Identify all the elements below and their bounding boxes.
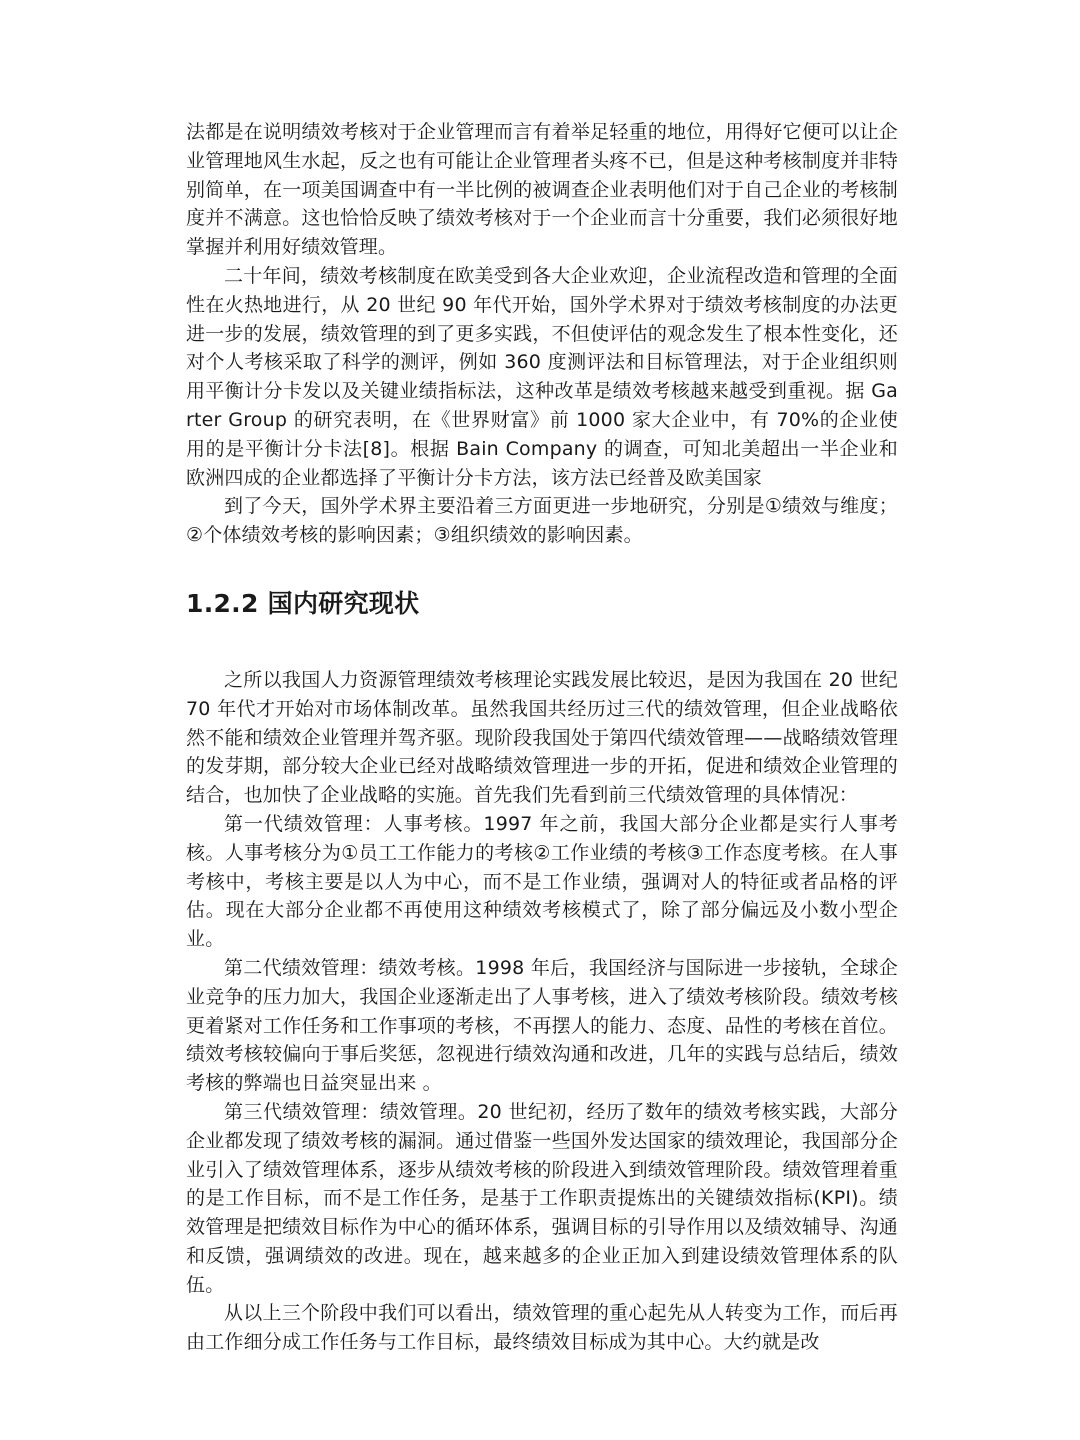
document-page bbox=[186, 118, 898, 1357]
paragraph-first-generation: 第一代绩效管理：人事考核。1997 年之前，我国大部分企业都是实行人事考核。人事考核分为①员工工作能力的考核②工作业绩的考核③工作态度考核。在人事考核中，考核主要是以人为中心，而不是工作业绩，强调对人的特征或者品格的评估。现在大部分企业都不再使用这种绩效考核模式了，除了部分偏远及小数小型企业。 bbox=[186, 812, 898, 951]
paragraph-foreign-development: 二十年间，绩效考核制度在欧美受到各大企业欢迎，企业流程改造和管理的全面性在火热地进行，从 20 世纪 90 年代开始，国外学术界对于绩效考核制度的办法更进一步的发展，绩效管理的到了更多实践，不但使评估的观念发生了根本性变化，还对个人考核采取了科学的测评，例如 360 度测评法和目标管理法，对于企业组织则用平衡计分卡发以及关键业绩指标法，这种改革是绩效考核越来越受到重视。据 Garter Group 的研究表明，在《世界财富》前 1000 家大企业中，有 70%的企业使用的是平衡计分卡法[8]。根据 Bain Company 的调查，可知北美超出一半企业和欧洲四成的企业都选择了平衡计分卡方法，该方法已经普及欧美国家 bbox=[186, 264, 898, 489]
paragraph-foreign-research-directions: 到了今天，国外学术界主要沿着三方面更进一步地研究，分别是①绩效与维度；②个体绩效考核的影响因素；③组织绩效的影响因素。 bbox=[186, 495, 898, 547]
paragraph-third-generation: 第三代绩效管理：绩效管理。20 世纪初，经历了数年的绩效考核实践，大部分企业都发现了绩效考核的漏洞。通过借鉴一些国外发达国家的绩效理论，我国部分企业引入了绩效管理体系，逐步从绩效考核的阶段进入到绩效管理阶段。绩效管理着重的是工作目标，而不是工作任务，是基于工作职责提炼出的关键绩效指标(KPI)。绩效管理是把绩效目标作为中心的循环体系，强调目标的引导作用以及绩效辅导、沟通和反馈，强调绩效的改进。现在，越来越多的企业正加入到建设绩效管理体系的队伍。 bbox=[186, 1100, 898, 1296]
paragraph-domestic-intro: 之所以我国人力资源管理绩效考核理论实践发展比较迟，是因为我国在 20 世纪 70 年代才开始对市场体制改革。虽然我国共经历过三代的绩效管理，但企业战略依然不能和绩效企业管理并驾齐驱。现阶段我国处于第四代绩效管理——战略绩效管理的发芽期，部分较大企业已经对战略绩效管理进一步的开拓，促进和绩效企业管理的结合，也加快了企业战略的实施。首先我们先看到前三代绩效管理的具体情况： bbox=[186, 668, 898, 807]
paragraph-continuation: 法都是在说明绩效考核对于企业管理而言有着举足轻重的地位，用得好它便可以让企业管理地风生水起，反之也有可能让企业管理者头疼不已，但是这种考核制度并非特别简单，在一项美国调查中有一半比例的被调查企业表明他们对于自己企业的考核制度并不满意。这也恰恰反映了绩效考核对于一个企业而言十分重要，我们必须很好地掌握并利用好绩效管理。 bbox=[186, 121, 898, 259]
paragraph-second-generation: 第二代绩效管理：绩效考核。1998 年后，我国经济与国际进一步接轨，全球企业竞争的压力加大，我国企业逐渐走出了人事考核，进入了绩效考核阶段。绩效考核更着紧对工作任务和工作事项的考核，不再摆人的能力、态度、品性的考核在首位。绩效考核较偏向于事后奖惩，忽视进行绩效沟通和改进，几年的实践与总结后，绩效考核的弊端也日益突显出来 。 bbox=[186, 956, 898, 1095]
section-heading: 1.2.2 国内研究现状 bbox=[186, 588, 420, 618]
paragraph-summary: 从以上三个阶段中我们可以看出，绩效管理的重心起先从人转变为工作，而后再由工作细分成工作任务与工作目标，最终绩效目标成为其中心。大约就是改 bbox=[186, 1302, 898, 1354]
